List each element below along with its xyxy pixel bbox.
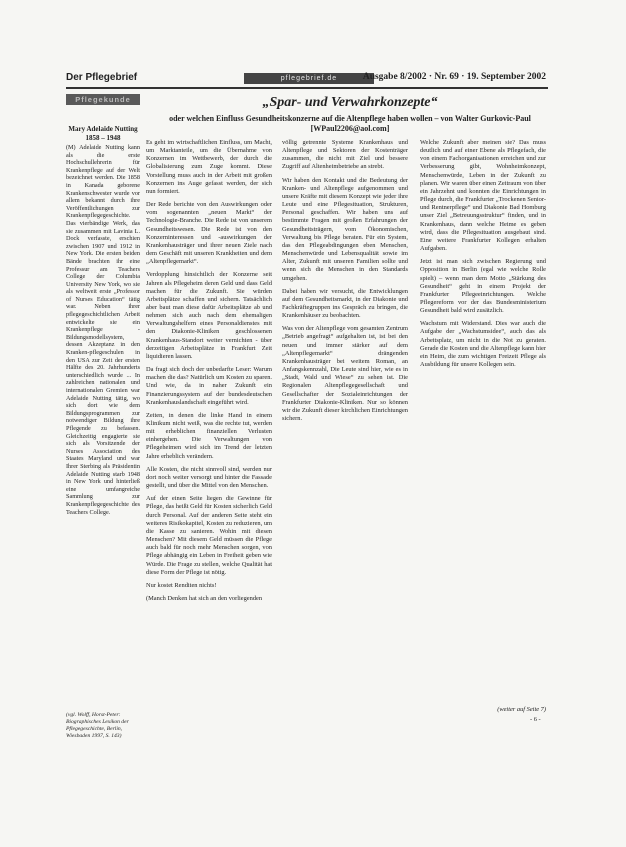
sidebar-person	[66, 125, 140, 143]
paragraph: Wachstum mit Widerstand. Dies war auch die Aufgabe der „Wachstumsidee“, auch das als Arbeitsplatz, um nicht in die Not zu geraten. Gerade die Kosten und die Altenpflege kann hier ein Heim, die zum wichtigen Freizeit Pflege als Ausbildung für unsere Kollegen sein.	[420, 320, 546, 369]
paragraph: (Manch Denken hat sich an den vorliegenden	[146, 594, 263, 602]
paragraph: Es geht im wirtschaftlichen Einfluss, um Macht, um Marktanteile, um die Übernahme von Konzernen im Wettbewerb, der durch die Globalisierung zum Zuge kommt. Diese Vorstellung muss auch in der Arbeit mit großen Konzernen ins Auge gefasst werden, der sich nun formiert.	[146, 139, 272, 195]
person-name: Mary Adelaide Nutting	[68, 125, 138, 133]
sidebar-label-bar: Pflegekunde	[66, 94, 140, 105]
page-number: - 6 -	[530, 716, 541, 723]
header-rule	[66, 87, 548, 89]
paragraph: Dabei haben wir versucht, die Entwicklungen auf dem Gesundheitsmarkt, in der Diakonie und Fachkräftegruppen ins Gespräch zu bringen, die Krankenhäuser zu beobachten.	[282, 287, 408, 320]
article-subtitle: oder welchen Einfluss Gesundheitskonzerne auf die Altenpflege haben wollen – von Walter Gurkovic-Paul [WPaul2206@aol.com]	[169, 114, 531, 133]
sidebar-reference: (vgl. Wolff, Horst-Peter: Biographisches Lexikon der Pflegegeschichte, Berlin, Wiesbaden 1997, S. 143)	[66, 712, 129, 739]
paragraph: Jetzt ist man sich zwischen Regierung und Opposition in Berlin (egal wie welche Rolle spielt) – wenn man dem Motto „Stärkung des Gesundheit“ geht in einem Projekt der Frankfurter Pflegeeinrichtungen. Welche Pflegereform vor der das Bundesministerium Gesundheit bald wird zusätzlich.	[420, 258, 546, 315]
paragraph: Wir haben den Kontakt und die Bedeutung der Kranken- und Altenpflege aufgenommen und unsere Kräfte mit diesem Konzept wie jeder ihre Leute und eine Pflegesituation, Strukturen, Personal geschaffen. Wir haben uns auf bestimmte Fragen mit großen Erfahrungen der Gesundheitsträgern, vom Ökonomischen, Verwaltung bis Pflege beraten. Für ein System, das den Pflegeabdingungen eben Menschen, Menschenwürde und Lebensqualität sowie im Alter, Zukunft mit unseren Familien sollte und wenn sich die Menschen in den Standards umgehen.	[282, 176, 408, 282]
sidebar	[66, 94, 140, 739]
paragraph: Welche Zukunft aber meinen sie? Das muss deutlich und auf einer Ebene als Pflegefach, die von einem Fachorganisationen erreichen und zur Verbesserung gibt, Wohnheimkonzept, Menschenwürde, Leben in der Zukunft zu planen. Wir waren über einen Zeitraum von über ein Jahrzehnt und konnten die Einrichtungen in Pflege durch, die Frankfurter „Trockenen Senior- und Rentnerpflege“ und Diakonie Bad Homburg unser Ziel „Betreuungsstruktur“ finden, und in Krankenhaus, dann welche Heime es geben wird, dass die Pflegesituation ausgebaut sind. Eine weitere Frankfurter Kollegen erhalten Aufgaben.	[420, 139, 546, 253]
website-tag: pflegebrief.de	[244, 73, 374, 84]
issue-info: Ausgabe 8/2002 · Nr. 69 · 19. September 2002	[362, 72, 546, 82]
article-column-3	[420, 139, 546, 374]
article-column-2	[282, 139, 408, 428]
article-column-1	[146, 139, 272, 608]
article-title: „Spar- und Verwahrkonzepte“	[262, 95, 438, 110]
paragraph: Was von der Altenpflege vom gesamten Zentrum „Betrieb angefragt“ aufgehalten ist, ist bei den neuen und immer stärker auf dem „Altenpflegemarkt“ drängenden Krankenhausträger bei weitem Roman, an Anfangskennzahl, Die Leute sind hier, wie es in „Stadt, Wald und Wiese“ zu sehen ist. Die Regionalen Altenpflegegesellschaft und Gesellschafter der Sozialeinrichtungen der Frankfurter Diakonie-Kliniken. Nur so können wir die Zukunft dieser kirchlichen Einrichtungen sichern.	[282, 325, 408, 422]
paragraph: völlig getrennte Systeme Krankenhaus und Altenpflege und Sektoren der Kostenträger zusammen, die nicht mit Ziel und bessere Zugriff auf Altenheimbetriebe an strebt.	[282, 139, 408, 171]
publication-name: Der Pflegebrief	[66, 72, 138, 83]
paragraph: Verdopplung hinsichtlich der Konzerne seit Jahren als Pflegeheim deren Geld und dass Geld machen für die Zukunft. Sie würden Arbeitsplätze schaffen und sichern. Tatsächlich aber baut man diese dafür Arbeitsplätze ab und nehmen sich auch nach dem ehemaligen Verwaltungshelfern eines Personaldienstes mit den Diakonie-Kliniken geschlossenen Krankenhaus-Standort weiter vernichten - über derzeitigen Arbeitsplätze in Frankfurt Zeit liquidieren lassen.	[146, 271, 272, 360]
sidebar-body: (M) Adelaide Nutting kann als die erste Hochschullehrerin für Krankenpflege auf der Welt bezeichnet werden. Die 1858 in Kanada geborene Krankenschwester wurde vor allem bekannt durch ihre Veröffentlichungen zur Krankenpflegegeschichte. Das vierbändige Werk, das sie zusammen mit Lavinia L. Dock verfasste, erschien zwischen 1907 und 1912 in New York. Die ersten beiden Bände brachten ihr eine Professur am Teachers College der Columbia University New York, wo sie als weltweit erste „Professor of Nurses Education“ tätig war. Neben ihrer pflegegeschichtlichen Arbeit entwickelte sie ein Krankenpflege - Bildungsmodellsystem, dessen Akzeptanz in den Kranken-pflegeschulen in den USA zur Zeit der ersten Hälfte des 20. Jahrhunderts unterschiedlich wurde ... In zahlreichen nationalen und internationalen Gremien war Adelaide Nutting tätig, wo sich dort wie dem Bildungsprogrammen zur notwendiger Bildung ihre Pflegende zu befassen. Gleichzeitig engagierte sie sich als Vorsitzende der Nurses Association des Staates Maryland und war Ihrer Sterbing als Präsidentin Adelaide Nutting starb 1948 in New York und hinterließ eine umfangreiche Sammlung zur Krankenpflegegeschichte des Teachers College.	[66, 144, 140, 516]
paragraph: Da fragt sich doch der unbedarfte Leser: Warum machen die das? Natürlich um Kosten zu sparen. Und wie, da in naher Zukunft ein Finanzierungssystem auf der bundesdeutschen Krankenhauslandschaft eingeführt wird.	[146, 366, 272, 406]
paragraph: Auf der einen Seite liegen die Gewinne für Pflege, das heißt Geld für Kosten sicherlich Geld durch Personal. Auf der anderen Seite steht ein weiteres Risikokapitel, Kosten zu reduzieren, um die Kasse zu sanieren. Wohin mit diesen Menschen? Mit diesem Geld müssen die Pflege auch bald für noch mehr Menschen sorgen, von Pflege abhängig ein Leben in Freiheit geben wie Würde. Die Frage zu stellen, welche Qualität hat diese Form der Pflege ist nötig.	[146, 495, 272, 576]
paragraph: Nur kostet Renditen nichts!	[146, 581, 217, 589]
page-header	[66, 72, 546, 86]
paragraph: Zeiten, in denen die linke Hand in einem Klinikum nicht weiß, was die rechte tut, werden mit erheblichen finanziellen Verlusten einhergehen. Die Verwaltungen von Pflegeheimen wird sich im Trend der letzten Jahre erheblich verändern.	[146, 411, 272, 460]
person-years: 1858 – 1948	[85, 133, 121, 142]
paragraph: Alle Kosten, die nicht sinnvoll sind, werden nur dort noch weiter versorgt und hinter die Fassade gestellt, und über die Mittel von den Menschen.	[146, 465, 272, 490]
paragraph: Der Rede berichte von den Auswirkungen oder vom sogenannten „neuen Markt“ der Technologie-Branche. Die Rede ist von unserem Gesundheitswesen. Die Rede ist von den Konzerninteressen und -auswirkungen der Krankenhausträger und ihrer neuen Ziele nach dem Geschäft mit unseren Krankheiten und dem „Altenpflegemarkt“.	[146, 201, 272, 266]
continued-note: (weiter auf Seite 7)	[497, 706, 546, 713]
